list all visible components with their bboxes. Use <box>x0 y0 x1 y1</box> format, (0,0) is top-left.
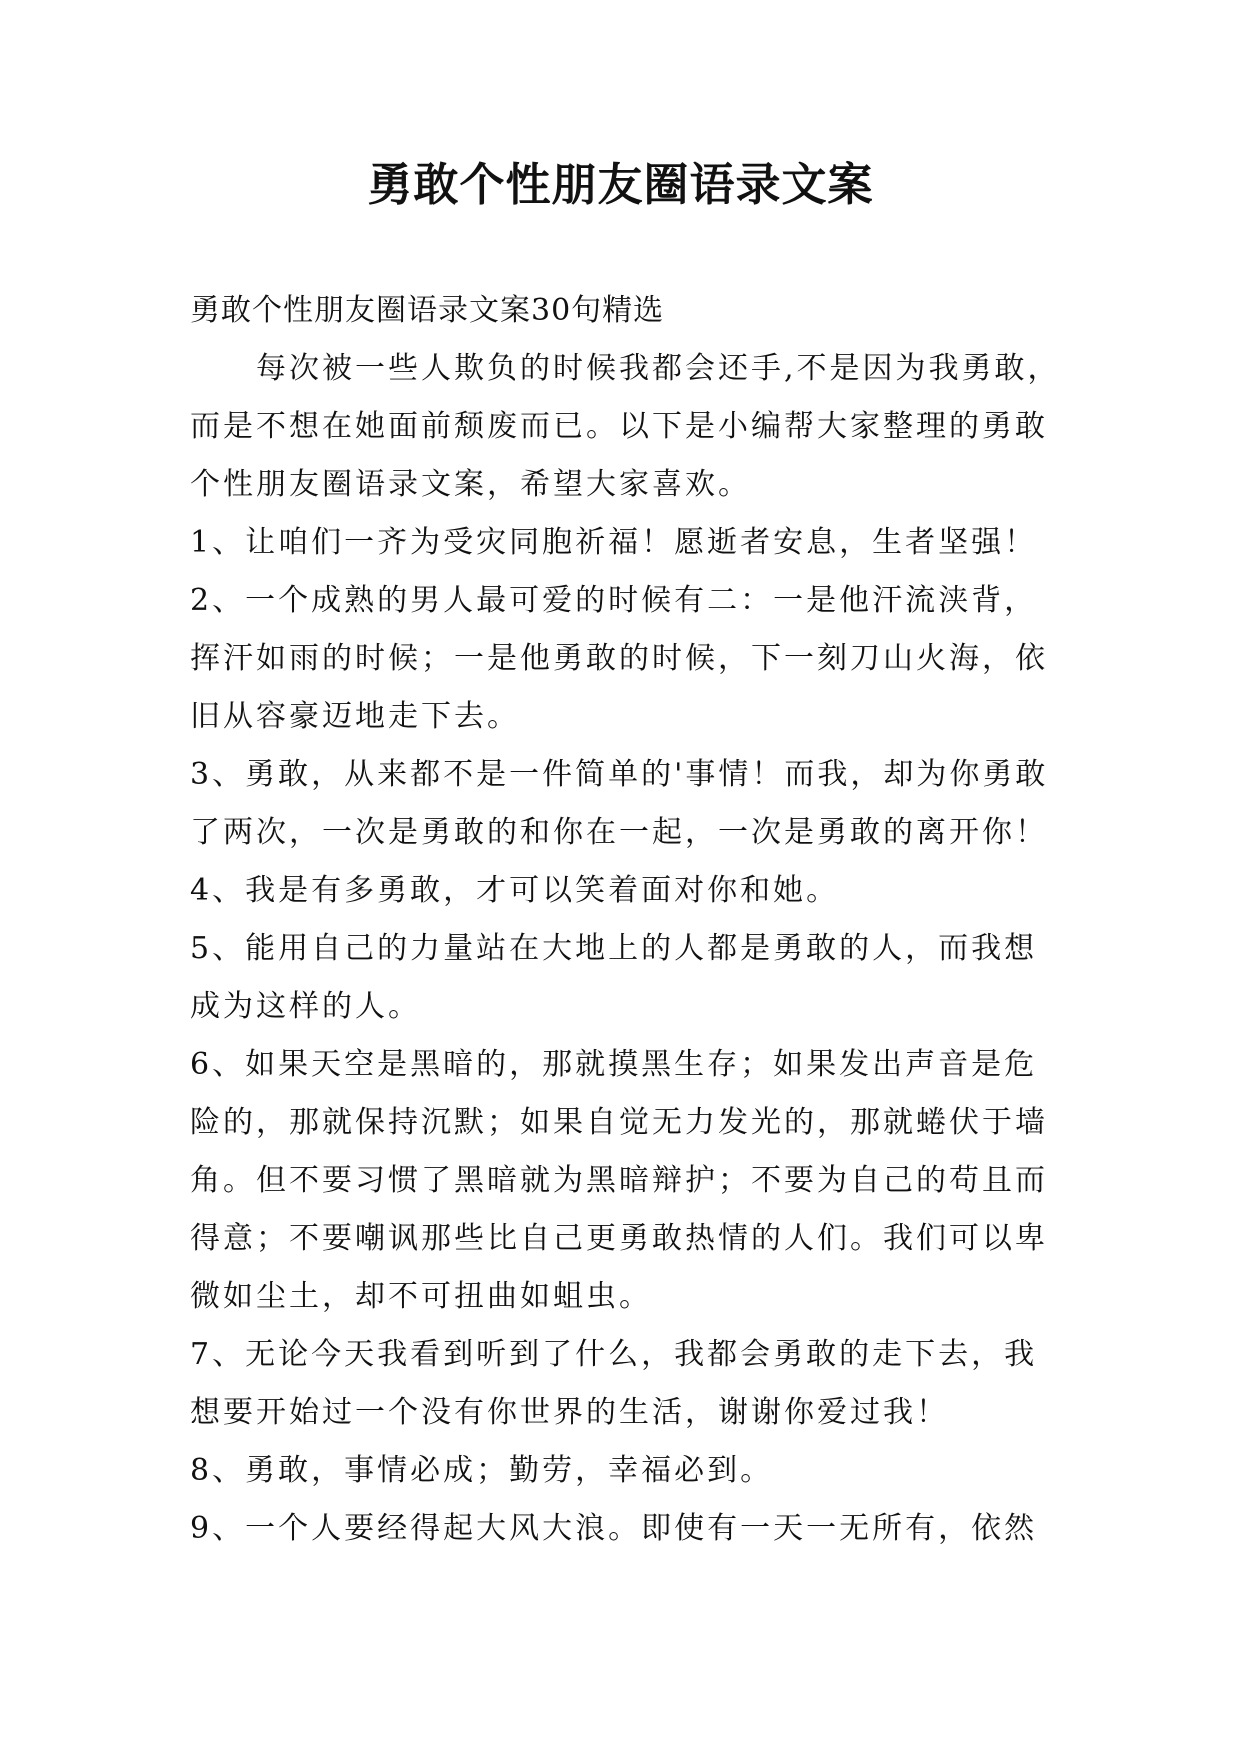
intro-paragraph-line: 每次被一些人欺负的时候我都会还手,不是因为我勇敢， <box>256 351 1061 386</box>
quote-line: 1、让咱们一齐为受灾同胞祈福！愿逝者安息，生者坚强！ <box>190 525 1038 560</box>
quote-line: 微如尘土，却不可扭曲如蛆虫。 <box>190 1279 652 1314</box>
quote-line: 角。但不要习惯了黑暗就为黑暗辩护；不要为自己的苟且而 <box>190 1163 1048 1198</box>
document-body <box>190 282 1080 1558</box>
quote-line: 挥汗如雨的时候；一是他勇敢的时候，下一刻刀山火海，依 <box>190 641 1048 676</box>
intro-paragraph-line: 而是不想在她面前颓废而已。以下是小编帮大家整理的勇敢 <box>190 409 1048 444</box>
intro-paragraph-line: 个性朋友圈语录文案，希望大家喜欢。 <box>190 467 751 502</box>
quote-line: 旧从容豪迈地走下去。 <box>190 699 520 734</box>
quote-line: 8、勇敢，事情必成；勤劳，幸福必到。 <box>190 1453 774 1488</box>
quote-line: 险的，那就保持沉默；如果自觉无力发光的，那就蜷伏于墙 <box>190 1105 1048 1140</box>
quote-line: 5、能用自己的力量站在大地上的人都是勇敢的人，而我想 <box>190 931 1038 966</box>
quote-line: 4、我是有多勇敢，才可以笑着面对你和她。 <box>190 873 840 908</box>
quote-line: 9、一个人要经得起大风大浪。即使有一天一无所有，依然 <box>190 1511 1038 1546</box>
document-subtitle: 勇敢个性朋友圈语录文案30句精选 <box>190 293 665 328</box>
quote-line: 7、无论今天我看到听到了什么，我都会勇敢的走下去，我 <box>190 1337 1038 1372</box>
quote-line: 2、一个成熟的男人最可爱的时候有二：一是他汗流浃背， <box>190 583 1038 618</box>
quote-line: 3、勇敢，从来都不是一件简单的'事情！而我，却为你勇敢 <box>190 757 1049 792</box>
quote-line: 6、如果天空是黑暗的，那就摸黑生存；如果发出声音是危 <box>190 1047 1038 1082</box>
document-title: 勇敢个性朋友圈语录文案 <box>367 158 874 211</box>
quote-line: 想要开始过一个没有你世界的生活，谢谢你爱过我！ <box>190 1395 949 1430</box>
quote-line: 了两次，一次是勇敢的和你在一起，一次是勇敢的离开你！ <box>190 815 1048 850</box>
quote-line: 成为这样的人。 <box>190 989 421 1024</box>
quote-line: 得意；不要嘲讽那些比自己更勇敢热情的人们。我们可以卑 <box>190 1221 1048 1256</box>
